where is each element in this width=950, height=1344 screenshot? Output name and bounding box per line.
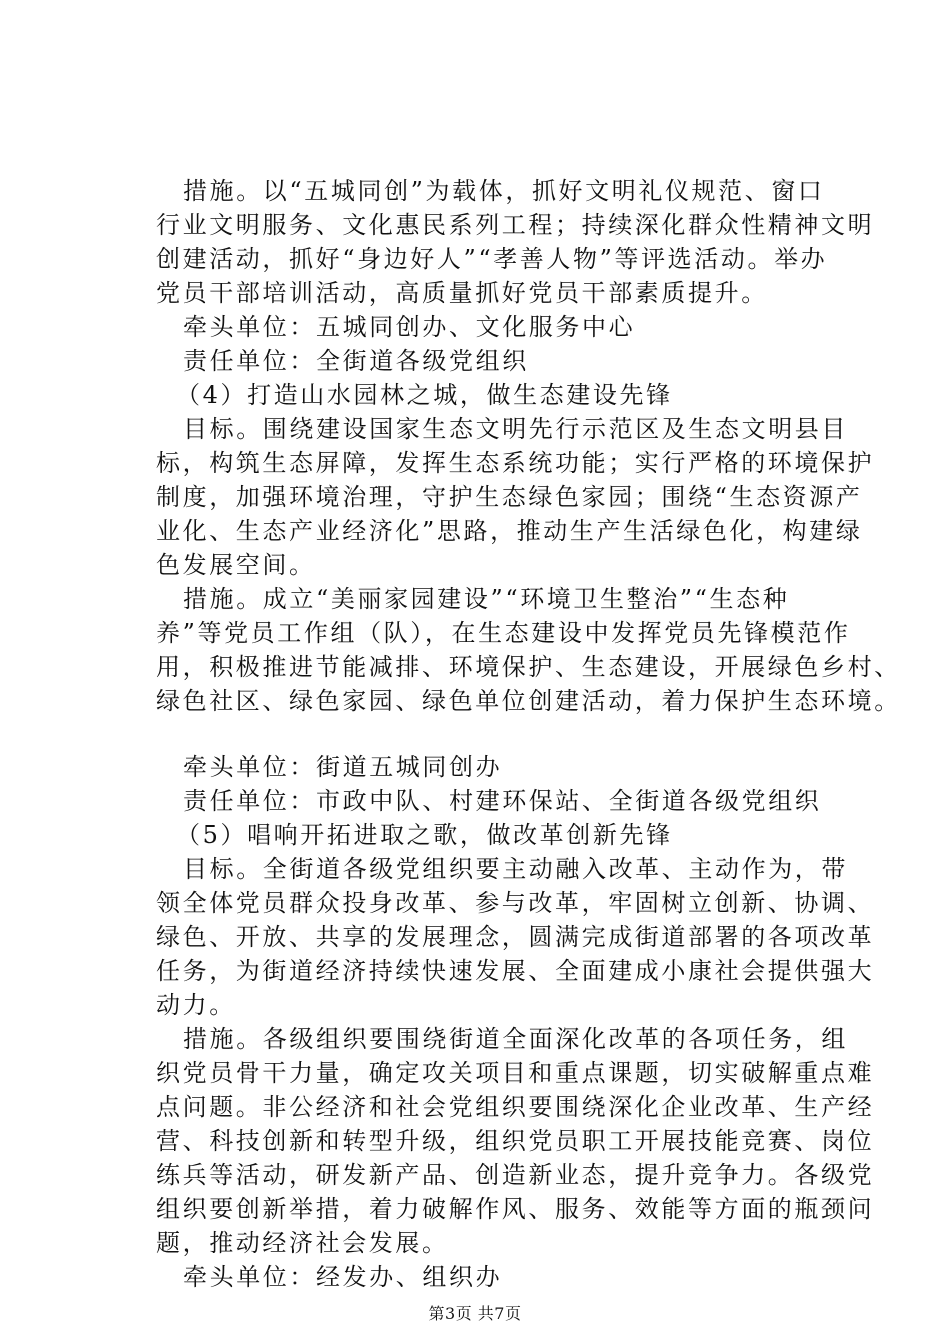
- paragraph-line: 养”等党员工作组（队），在生态建设中发挥党员先锋模范作: [156, 619, 851, 647]
- paragraph-line: 任务，为街道经济持续快速发展、全面建成小康社会提供强大: [156, 957, 875, 985]
- paragraph-line: 色发展空间。: [156, 551, 316, 579]
- paragraph-line: 措施。成立“美丽家园建设”“环境卫生整治”“生态种: [183, 585, 790, 613]
- paragraph-line: 领全体党员群众投身改革、参与改革，牢固树立创新、协调、: [156, 889, 875, 917]
- paragraph-line: 行业文明服务、文化惠民系列工程；持续深化群众性精神文明: [156, 211, 875, 239]
- section-heading: （4）打造山水园林之城，做生态建设先锋: [176, 381, 673, 409]
- paragraph-line: 措施。以“五城同创”为载体，抓好文明礼仪规范、窗口: [183, 177, 825, 205]
- paragraph-line: 牵头单位：经发办、组织办: [183, 1263, 503, 1291]
- paragraph-line: 牵头单位：街道五城同创办: [183, 753, 503, 781]
- paragraph-line: 创建活动，抓好“身边好人”“孝善人物”等评选活动。举办: [156, 245, 828, 273]
- paragraph-line: 牵头单位：五城同创办、文化服务中心: [183, 313, 636, 341]
- paragraph-line: 党员干部培训活动，高质量抓好党员干部素质提升。: [156, 279, 768, 307]
- paragraph-line: 措施。各级组织要围绕街道全面深化改革的各项任务，组: [183, 1025, 848, 1053]
- paragraph-line: 练兵等活动，研发新产品、创造新业态，提升竞争力。各级党: [156, 1161, 875, 1189]
- paragraph-line: 动力。: [156, 991, 236, 1019]
- section-heading: （5）唱响开拓进取之歌，做改革创新先锋: [176, 821, 673, 849]
- paragraph-line: 责任单位：市政中队、村建环保站、全街道各级党组织: [183, 787, 822, 815]
- page-number-footer: 第3页 共7页: [428, 1304, 522, 1323]
- paragraph-line: 目标。围绕建设国家生态文明先行示范区及生态文明县目: [183, 415, 848, 443]
- paragraph-line: 绿色、开放、共享的发展理念，圆满完成街道部署的各项改革: [156, 923, 875, 951]
- paragraph-line: 目标。全街道各级党组织要主动融入改革、主动作为，带: [183, 855, 848, 883]
- paragraph-line: 点问题。非公经济和社会党组织要围绕深化企业改革、生产经: [156, 1093, 875, 1121]
- paragraph-line: 组织要创新举措，着力破解作风、服务、效能等方面的瓶颈问: [156, 1195, 875, 1223]
- paragraph-line: 绿色社区、绿色家园、绿色单位创建活动，着力保护生态环境。: [156, 687, 901, 715]
- paragraph-line: 营、科技创新和转型升级，组织党员职工开展技能竞赛、岗位: [156, 1127, 875, 1155]
- paragraph-line: 业化、生态产业经济化”思路，推动生产生活绿色化，构建绿: [156, 517, 863, 545]
- paragraph-line: 用，积极推进节能减排、环境保护、生态建设，开展绿色乡村、: [156, 653, 901, 681]
- paragraph-line: 题，推动经济社会发展。: [156, 1229, 449, 1257]
- paragraph-line: 标，构筑生态屏障，发挥生态系统功能；实行严格的环境保护: [156, 449, 875, 477]
- paragraph-line: 织党员骨干力量，确定攻关项目和重点课题，切实破解重点难: [156, 1059, 875, 1087]
- paragraph-line: 制度，加强环境治理，守护生态绿色家园；围绕“生态资源产: [156, 483, 863, 511]
- paragraph-line: 责任单位：全街道各级党组织: [183, 347, 529, 375]
